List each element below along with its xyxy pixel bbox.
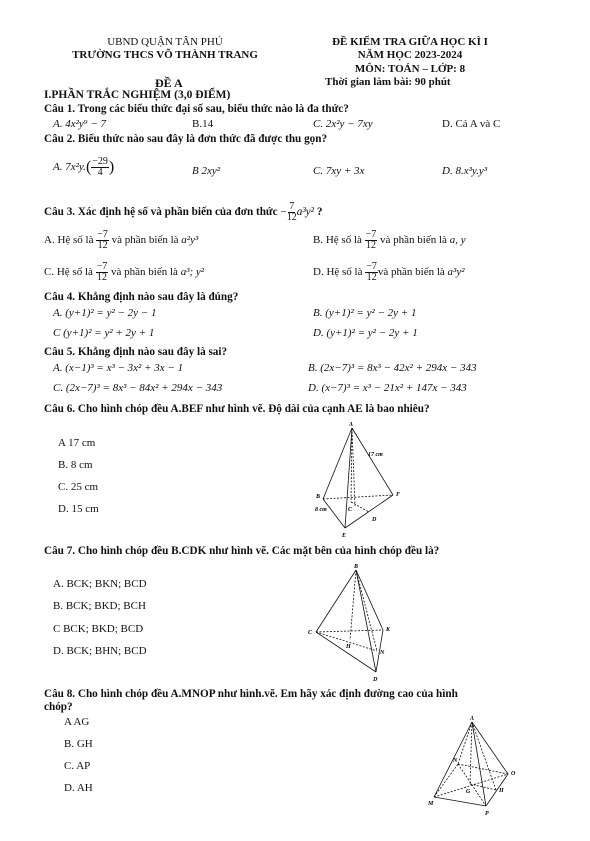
q4-option-c: C (y+1)² = y² + 2y + 1 [53, 327, 155, 339]
q7-label-b: B [354, 564, 359, 570]
q6-option-b: B. 8 cm [58, 459, 93, 471]
q7-label-d: D [373, 677, 378, 683]
q2-option-d: D. 8.x³y.y³ [442, 165, 488, 177]
q1-option-b: B.14 [192, 118, 214, 130]
q2-option-b: B 2xy² [192, 165, 221, 177]
q8-label-g: G [466, 789, 471, 795]
q6-length-ae: 17 cm [368, 452, 383, 458]
q1-option-d: D. Cả A và C [442, 118, 501, 130]
q8-option-d: D. AH [64, 782, 93, 794]
q8-label-m: M [428, 801, 434, 807]
q5-option-b: B. (2x−7)³ = 8x³ − 42x² + 294x − 343 [308, 362, 477, 374]
q6-option-c: C. 25 cm [58, 481, 99, 493]
q8-pyramid-figure [420, 712, 530, 824]
q8-label-p: P [485, 811, 489, 817]
q6-length-be: 8 cm [315, 507, 327, 513]
subject-grade: MÔN: TOÁN – LỚP: 8 [354, 63, 466, 75]
q8-option-a: A AG [64, 716, 90, 728]
q6-label-d: D [372, 517, 377, 523]
q7-label-n: N [380, 650, 385, 656]
q6-label-f: F [396, 492, 401, 498]
q7-label-k: K [386, 627, 391, 633]
q7-option-a: A. BCK; BKN; BCD [53, 578, 147, 590]
section-title: I.PHẦN TRẮC NGHIỆM (3,0 ĐIỂM) [44, 89, 231, 101]
q6-label-c: C [348, 507, 353, 513]
district-name: UBND QUẬN TÂN PHÚ [107, 36, 223, 48]
q4-option-d: D. (y+1)² = y² − 2y + 1 [313, 327, 418, 339]
q7-option-d: D. BCK; BHN; BCD [53, 645, 147, 657]
q6-option-a: A 17 cm [58, 437, 96, 449]
q7-option-b: B. BCK; BKD; BCH [53, 600, 146, 612]
question-2: Câu 2. Biểu thức nào sau đây là đơn thức đã được thu gọn? [44, 133, 328, 145]
q7-pyramid-figure [300, 560, 410, 684]
q7-label-h: H [346, 644, 351, 650]
q8-option-b: B. GH [64, 738, 93, 750]
q2-option-a: A. 7x²y.( $\frac{-29}{4}$ ) [53, 156, 115, 178]
q8-label-o: O [511, 771, 516, 777]
q8-label-a: A [470, 716, 475, 722]
exam-code: ĐỀ A [155, 76, 183, 90]
exam-duration: Thời gian làm bài: 90 phút [325, 76, 451, 88]
question-3: Câu 3. Xác định hệ số và phần biến của đơn thức − $\frac{7}{12}$ a³y² ? [44, 201, 323, 223]
q8-label-h: H [499, 788, 504, 794]
school-name: TRƯỜNG THCS VÕ THÀNH TRANG [72, 49, 258, 61]
q1-option-c: C. 2x²y − 7xy [313, 118, 373, 130]
q3-option-c: C. Hệ số là $\frac{-7}{12}$ và phần biến là a³; y² [44, 261, 205, 283]
q6-label-b: B [316, 494, 321, 500]
q2-option-c: C. 7xy + 3x [313, 165, 365, 177]
question-4: Câu 4. Khẳng định nào sau đây là đúng? [44, 291, 239, 303]
question-5: Câu 5. Khẳng định nào sau đây là sai? [44, 346, 228, 358]
q8-label-n: N [453, 758, 458, 764]
q6-option-d: D. 15 cm [58, 503, 99, 515]
exam-title: ĐỀ KIỂM TRA GIỮA HỌC KÌ I [332, 36, 488, 48]
school-year: NĂM HỌC 2023-2024 [357, 49, 463, 61]
q5-option-c: C. (2x−7)³ = 8x³ − 84x² + 294x − 343 [53, 382, 223, 394]
q3-option-d: D. Hệ số là $\frac{-7}{12}$ và phần biến là a³y² [313, 261, 465, 283]
q7-option-c: C BCK; BKD; BCD [53, 623, 144, 635]
q4-option-a: A. (y+1)² = y² − 2y − 1 [53, 307, 157, 319]
q4-option-b: B. (y+1)² = y² − 2y + 1 [313, 307, 417, 319]
q3-option-b: B. Hệ số là $\frac{-7}{12}$ và phần biến là a, y [313, 229, 466, 251]
question-1: Câu 1. Trong các biểu thức đại số sau, biểu thức nào là đa thức? [44, 103, 349, 115]
question-8-line-1: Câu 8. Cho hình chóp đều A.MNOP như hình.vẽ. Em hãy xác định đường cao của hình [44, 688, 458, 700]
question-8-line-2: chóp? [44, 701, 73, 713]
q3-option-a: A. Hệ số là $\frac{-7}{12}$ và phần biến là a²y³ [44, 229, 199, 251]
q7-label-c: C [308, 630, 313, 636]
q6-label-e: E [342, 533, 347, 539]
question-6: Câu 6. Cho hình chóp đều A.BEF như hình vẽ. Độ dài của cạnh AE là bao nhiêu? [44, 403, 430, 415]
q5-option-a: A. (x−1)³ = x³ − 3x² + 3x − 1 [53, 362, 184, 374]
q6-pyramid-figure [305, 418, 415, 540]
q5-option-d: D. (x−7)³ = x³ − 21x² + 147x − 343 [308, 382, 467, 394]
question-7: Câu 7. Cho hình chóp đều B.CDK như hình vẽ. Các mặt bên của hình chóp đều là? [44, 545, 440, 557]
q6-label-a: A [349, 422, 354, 428]
q1-option-a: A. 4x²y⁹ − 7 [53, 118, 107, 130]
q8-option-c: C. AP [64, 760, 91, 772]
